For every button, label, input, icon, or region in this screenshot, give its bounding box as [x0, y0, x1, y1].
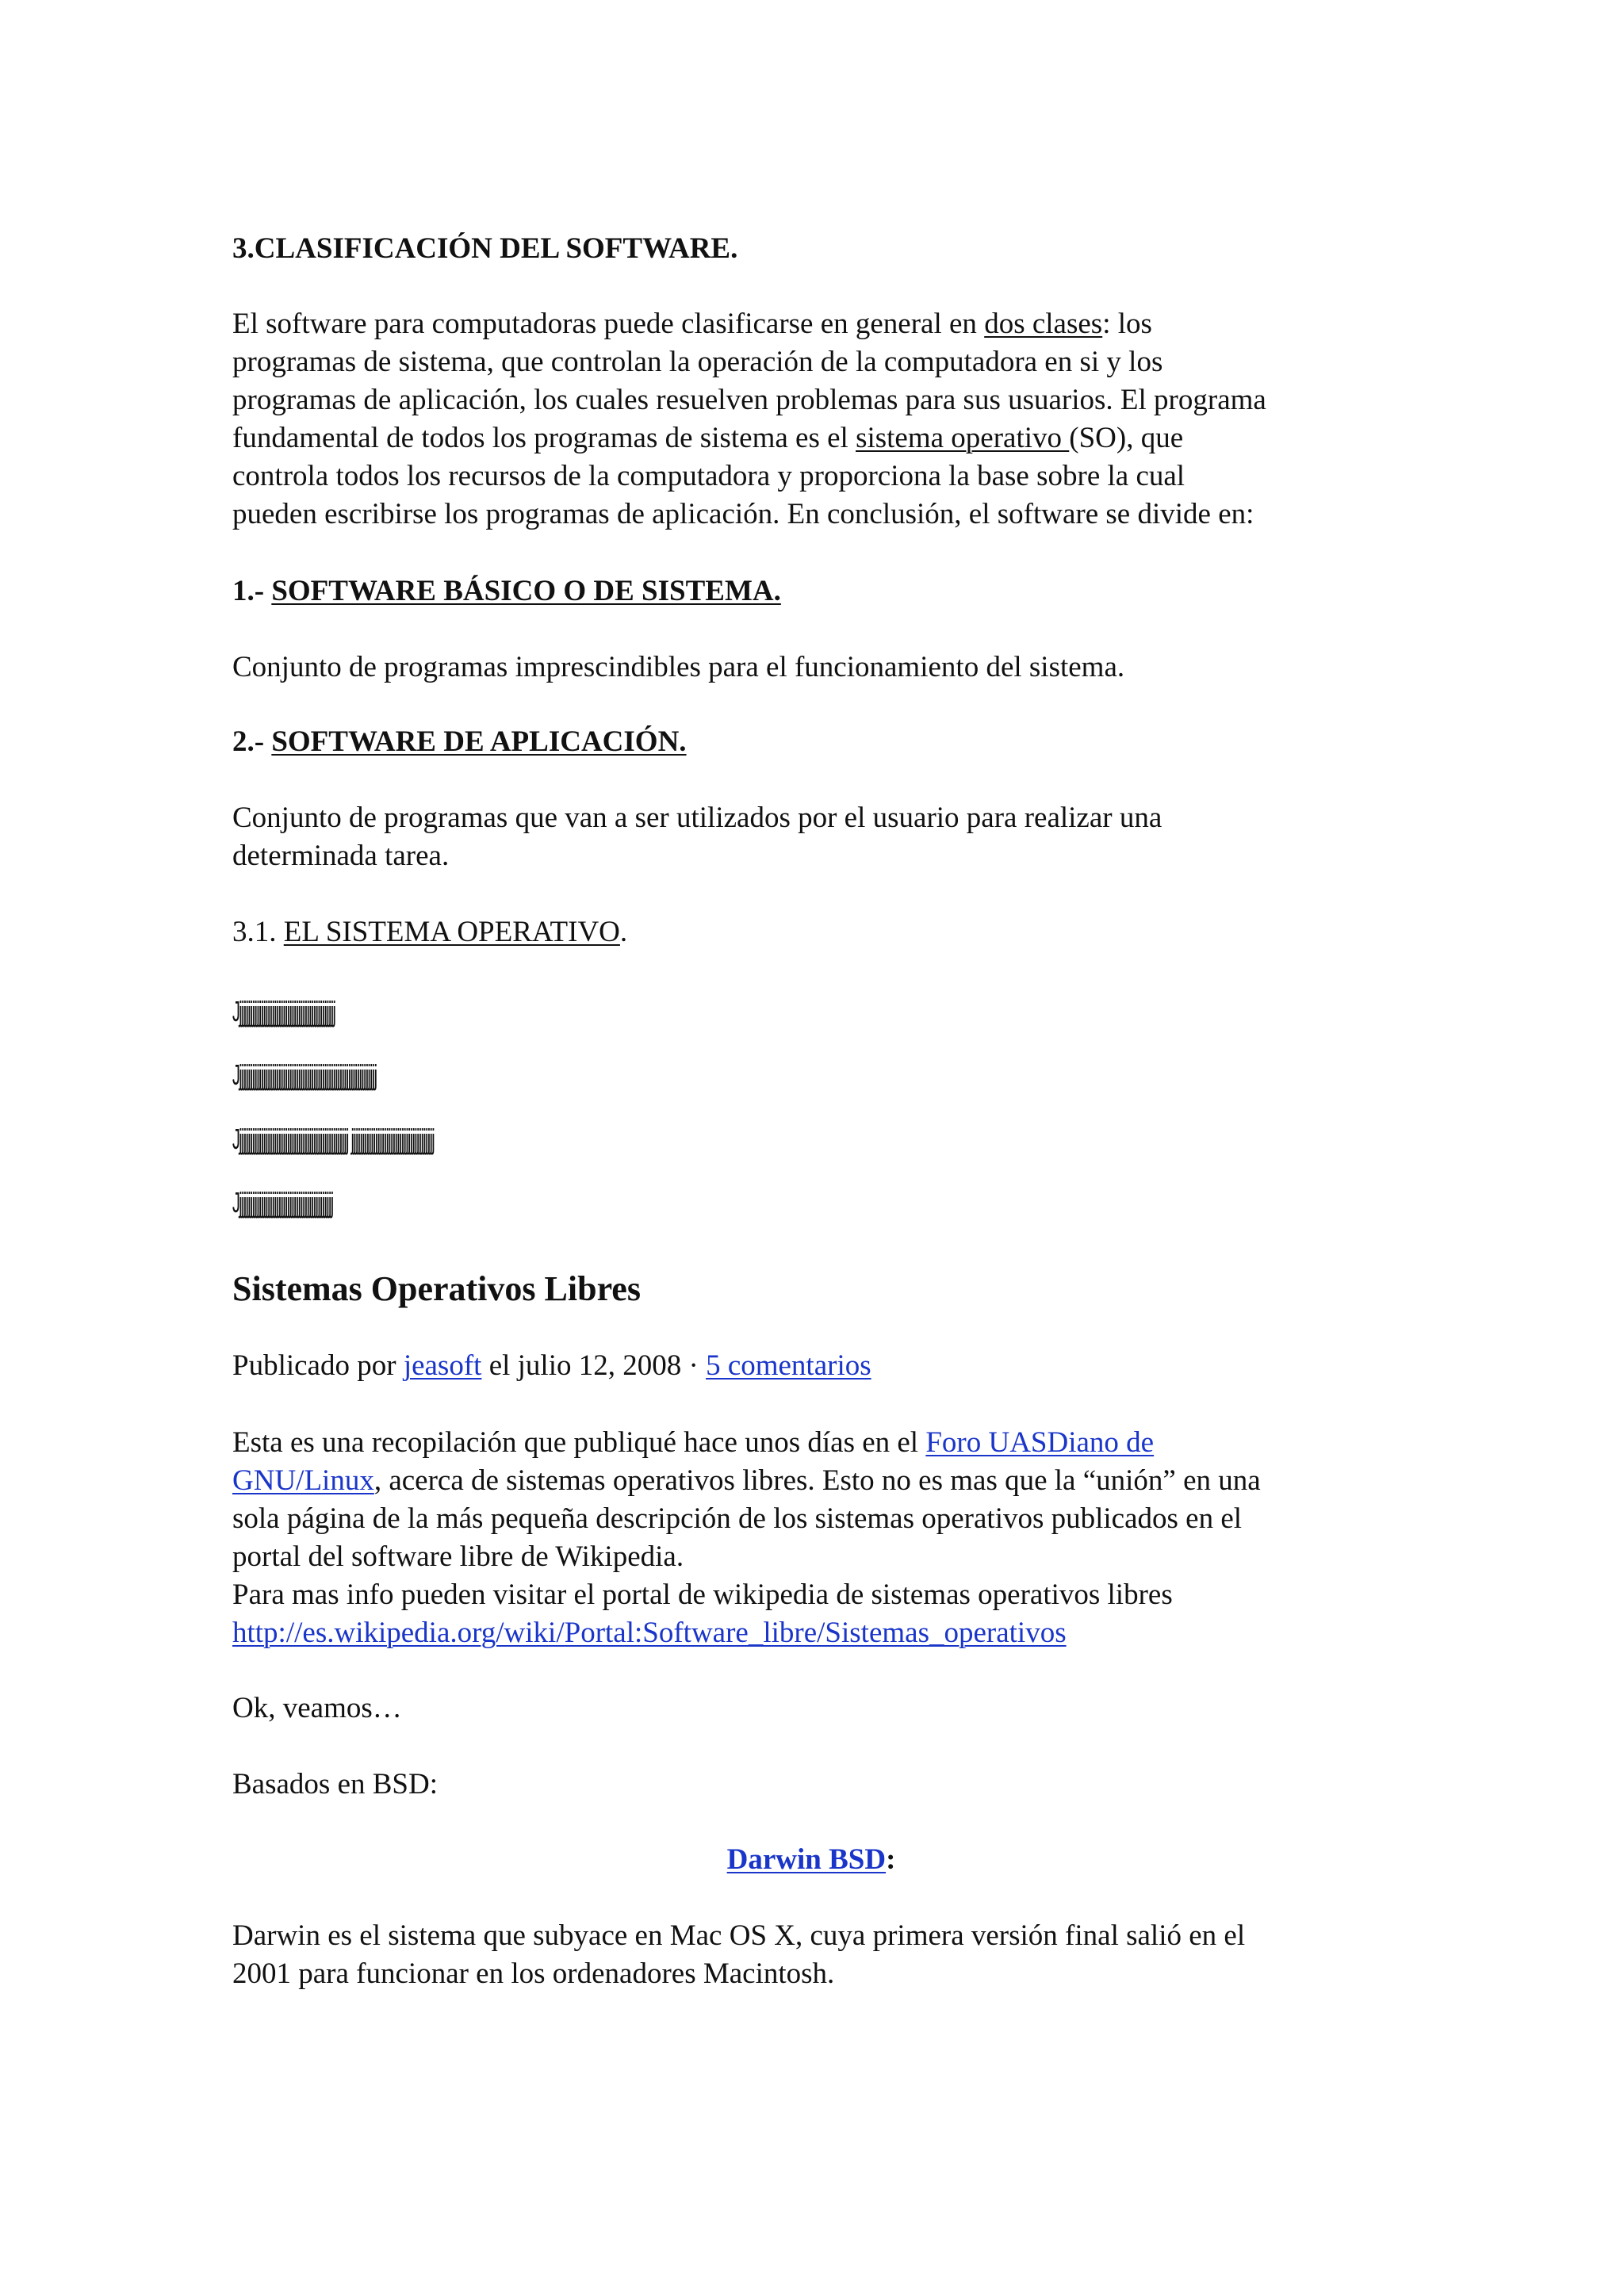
- filler-line-2: Jjjjjjjjjjjjjjjjjjjjjjjjjjjjjjjjjjjjjjjjjjjjjjjjjjjjjjjjjjjjjjjj: [232, 1058, 377, 1091]
- intro-line-6: pueden escribirse los programas de aplicación. En conclusión, el software se divide en:: [232, 498, 1254, 530]
- item2-desc-line-2: determinada tarea.: [232, 840, 450, 872]
- author-link[interactable]: jeasoft: [403, 1349, 482, 1382]
- gnu-linux-link[interactable]: GNU/Linux: [232, 1464, 374, 1497]
- post-body-line-2: [232, 1462, 1261, 1500]
- intro-text: : los: [1102, 308, 1152, 340]
- ok-line: Ok, veamos…: [232, 1692, 402, 1724]
- post-body-text: , acerca de sistemas operativos libres. Esto no es mas que la “unión” en una: [373, 1464, 1261, 1497]
- filler-line-4: Jjjjjjjjjjjjjjjjjjjjjjjjjjjjjjjjjjjjjjjjjjjj: [232, 1186, 333, 1219]
- intro-line-4: [232, 419, 1183, 457]
- post-meta-text: el julio 12, 2008 ·: [481, 1349, 707, 1382]
- foro-link[interactable]: Foro UASDiano de: [925, 1426, 1155, 1459]
- dos-clases-link[interactable]: dos clases: [984, 308, 1103, 340]
- item1-heading: [232, 572, 781, 610]
- sistema-operativo-link[interactable]: sistema operativo: [856, 422, 1070, 454]
- item2-prefix: 2.-: [232, 725, 272, 758]
- section-heading: 3.CLASIFICACIÓN DEL SOFTWARE.: [232, 232, 738, 265]
- intro-line-5: controla todos los recursos de la computadora y proporciona la base sobre la cual: [232, 460, 1185, 492]
- darwin-line-1: Darwin es el sistema que subyace en Mac OS X, cuya primera versión final salió en el: [232, 1919, 1246, 1952]
- item1-title-link[interactable]: SOFTWARE BÁSICO O DE SISTEMA.: [271, 575, 781, 607]
- intro-line-2: programas de sistema, que controlan la operación de la computadora en si y los: [232, 346, 1163, 378]
- darwin-line-2: 2001 para funcionar en los ordenadores Macintosh.: [232, 1957, 835, 1990]
- darwin-bsd-link[interactable]: Darwin BSD: [726, 1843, 887, 1876]
- post-body-text: Esta es una recopilación que publiqué hace unos días en el: [232, 1426, 926, 1459]
- filler-line-3: Jjjjjjjjjjjjjjjjjjjjjjjjjjjjjjjjjjjjjjjjjjjjjjjjjjj jjjjjjjjjjjjjjjjjjjjjjjjjjjjjjjjjjjjjj: [232, 1123, 435, 1155]
- subsection-prefix: 3.1.: [232, 916, 284, 948]
- intro-line-1: [232, 305, 1152, 343]
- darwin-heading: [232, 1841, 1390, 1879]
- subsection-heading: [232, 913, 627, 951]
- intro-text: El software para computadoras puede clasificarse en general en: [232, 308, 985, 340]
- comments-link[interactable]: 5 comentarios: [706, 1349, 871, 1382]
- item2-title-link[interactable]: SOFTWARE DE APLICACIÓN.: [271, 725, 687, 758]
- post-body-line-3: sola página de la más pequeña descripción de los sistemas operativos publicados en el: [232, 1502, 1243, 1535]
- post-body-line-5: Para mas info pueden visitar el portal de wikipedia de sistemas operativos libres: [232, 1578, 1173, 1611]
- post-title: Sistemas Operativos Libres: [232, 1269, 641, 1308]
- post-body-line-1: [232, 1424, 1154, 1462]
- item1-prefix: 1.-: [232, 575, 272, 607]
- item2-heading: [232, 723, 687, 761]
- item1-desc: Conjunto de programas imprescindibles para el funcionamiento del sistema.: [232, 651, 1125, 683]
- intro-line-3: programas de aplicación, los cuales resuelven problemas para sus usuarios. El programa: [232, 384, 1266, 416]
- item2-desc-line-1: Conjunto de programas que van a ser utilizados por el usuario para realizar una: [232, 802, 1162, 834]
- intro-text: (SO), que: [1069, 422, 1184, 454]
- post-meta: [232, 1347, 871, 1385]
- wikipedia-link[interactable]: http://es.wikipedia.org/wiki/Portal:Software_libre/Sistemas_operativos: [232, 1617, 1067, 1649]
- filler-line-1: Jjjjjjjjjjjjjjjjjjjjjjjjjjjjjjjjjjjjjjjjjjjjj: [232, 995, 335, 1027]
- post-body-line-6: [232, 1614, 1067, 1652]
- based-line: Basados en BSD:: [232, 1768, 438, 1800]
- subsection-title-link[interactable]: EL SISTEMA OPERATIVO: [283, 916, 620, 948]
- intro-text: fundamental de todos los programas de sistema es el: [232, 422, 856, 454]
- subsection-suffix: .: [619, 916, 628, 948]
- post-meta-text: Publicado por: [232, 1349, 404, 1382]
- darwin-colon: :: [886, 1843, 896, 1876]
- post-body-line-4: portal del software libre de Wikipedia.: [232, 1540, 684, 1573]
